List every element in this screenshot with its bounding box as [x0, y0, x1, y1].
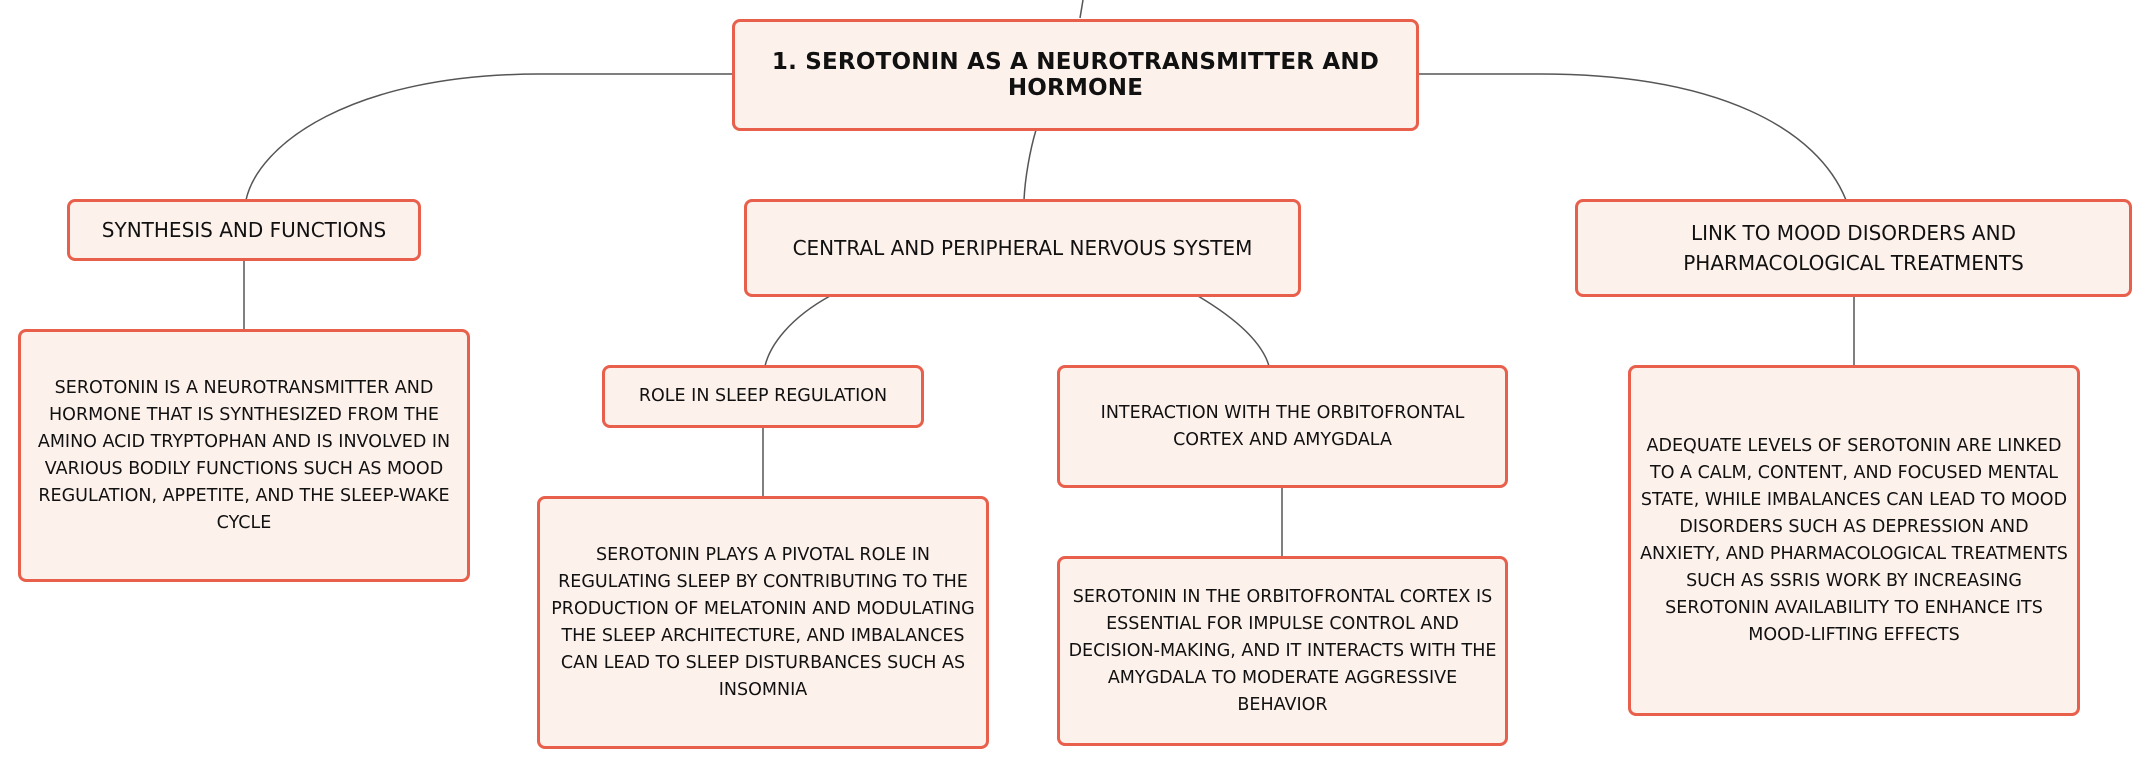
detail-mood-disorders-treatments-text: ADEQUATE LEVELS OF SEROTONIN ARE LINKED TO A CALM, CONTENT, AND FOCUSED MENTAL STATE, WHILE IMBALANCES CAN LEAD TO MOOD DISORDERS SUCH AS DEPRESSION AND ANXIETY, AND PHARMACOLOGICAL TREATMENTS SUCH AS SSRIS WORK BY INCREASING SEROTONIN AVAILABILITY TO ENHANCE ITS MOOD-LIFTING EFFECTS	[1640, 435, 2068, 645]
node-role-in-sleep-regulation[interactable]	[602, 365, 924, 428]
root-node-label: 1. SEROTONIN AS A NEUROTRANSMITTER AND HORMONE	[771, 49, 1380, 101]
node-orbitofrontal-amygdala-interaction[interactable]	[1057, 365, 1508, 488]
detail-orbitofrontal-amygdala-text: SEROTONIN IN THE ORBITOFRONTAL CORTEX IS ESSENTIAL FOR IMPULSE CONTROL AND DECISION-MAKING, AND IT INTERACTS WITH THE AMYGDALA TO MODERATE AGGRESSIVE BEHAVIOR	[1068, 586, 1497, 715]
node-orbitofrontal-amygdala-interaction-label: INTERACTION WITH THE ORBITOFRONTAL CORTEX AND AMYGDALA	[1100, 402, 1465, 450]
root-node[interactable]	[732, 19, 1419, 131]
node-synthesis-and-functions[interactable]	[67, 199, 421, 261]
node-central-peripheral-nervous-system-label: CENTRAL AND PERIPHERAL NERVOUS SYSTEM	[792, 236, 1253, 260]
detail-mood-disorders-treatments[interactable]	[1628, 365, 2080, 716]
detail-synthesis-and-functions-text: SEROTONIN IS A NEUROTRANSMITTER AND HORMONE THAT IS SYNTHESIZED FROM THE AMINO ACID TRYPTOPHAN AND IS INVOLVED IN VARIOUS BODILY FUNCTIONS SUCH AS MOOD REGULATION, APPETITE, AND THE SLEEP-WAKE CYCLE	[37, 377, 451, 533]
connector-root-to-nervous-system	[1024, 130, 1036, 200]
detail-synthesis-and-functions[interactable]	[18, 329, 470, 582]
connector-nervous-to-sleep	[765, 296, 830, 366]
node-role-in-sleep-regulation-label: ROLE IN SLEEP REGULATION	[638, 386, 888, 406]
connector-root-to-synthesis	[246, 74, 735, 200]
detail-role-in-sleep-regulation[interactable]	[537, 496, 989, 749]
node-mood-disorders-treatments-label: LINK TO MOOD DISORDERS AND PHARMACOLOGICAL TREATMENTS	[1683, 221, 2024, 275]
node-central-peripheral-nervous-system[interactable]	[744, 199, 1301, 297]
detail-role-in-sleep-regulation-text: SEROTONIN PLAYS A PIVOTAL ROLE IN REGULATING SLEEP BY CONTRIBUTING TO THE PRODUCTION OF MELATONIN AND MODULATING THE SLEEP ARCHITECTURE, AND IMBALANCES CAN LEAD TO SLEEP DISTURBANCES SUCH AS INSOMNIA	[551, 544, 975, 700]
connector-root-incoming	[1080, 0, 1083, 18]
node-synthesis-and-functions-label: SYNTHESIS AND FUNCTIONS	[101, 218, 387, 242]
detail-orbitofrontal-amygdala[interactable]	[1057, 556, 1508, 746]
connector-nervous-to-interaction	[1198, 296, 1269, 366]
connector-root-to-mood-disorders	[1418, 74, 1846, 200]
node-mood-disorders-treatments[interactable]	[1575, 199, 2132, 297]
